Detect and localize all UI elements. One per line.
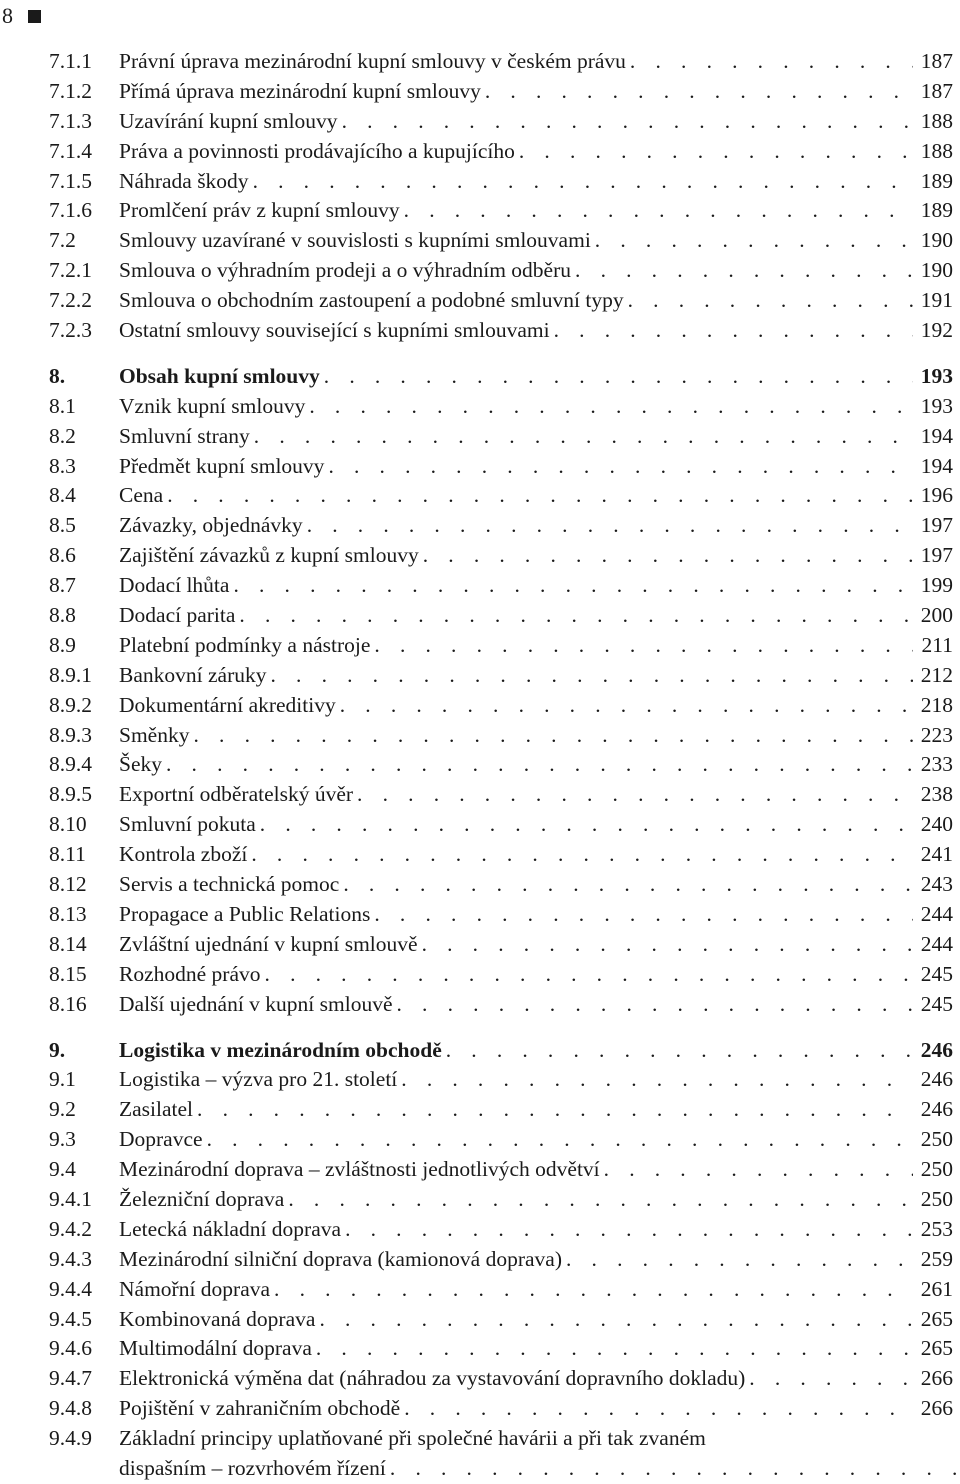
toc-entry-page: 197 [920,543,953,568]
toc-entry [49,1185,953,1215]
toc-entry [49,750,953,780]
toc-entry-number: 8.14 [49,931,87,956]
toc-entry-page: 265 [920,1306,953,1331]
dot-leader [309,392,913,422]
toc-entry-number: 8.12 [49,872,87,897]
toc-entry-title: Dodací parita [119,603,236,628]
toc-entry-title: Platební podmínky a nástroje [119,632,371,657]
toc-entry [49,137,953,167]
toc-entry [49,196,953,226]
toc-entry-page: 246 [920,1097,953,1122]
toc-entry-page: 241 [920,842,953,867]
toc-entry [49,1036,953,1066]
dot-leader [390,1454,960,1484]
page-number: 8 [2,3,13,28]
dot-leader [628,286,913,316]
toc-entry-page: 245 [920,961,953,986]
dot-leader [374,631,913,661]
dot-leader [166,750,913,780]
toc-entry-title: Logistika v mezinárodním obchodě [119,1037,442,1062]
toc-entry-page: 199 [920,573,953,598]
toc-entry-page: 245 [920,991,953,1016]
toc-entry [49,541,953,571]
toc-entry [49,481,953,511]
dot-leader [167,481,913,511]
toc-entry-title: Kontrola zboží [119,842,248,867]
toc-entry-number: 8.2 [49,423,76,448]
toc-entry [49,691,953,721]
toc-entry-number: 9.4.2 [49,1216,92,1241]
toc-entry [49,362,953,392]
toc-entry-number: 9.4.8 [49,1396,92,1421]
toc-entry-page: 265 [920,1336,953,1361]
toc-entry-number: 8.9.4 [49,752,92,777]
toc-entry-number: 9.2 [49,1097,76,1122]
toc-entry-page: 253 [920,1216,953,1241]
toc-entry-page: 244 [920,931,953,956]
toc-entry-number: 8.9.1 [49,662,92,687]
toc-entry [49,1305,953,1335]
dot-leader [397,990,914,1020]
toc-entry-number: 8.4 [49,483,76,508]
toc-entry-page: 240 [920,812,953,837]
toc-entry-page: 238 [920,782,953,807]
toc-entry-number: 7.1.4 [49,138,92,163]
toc-entry-page: 190 [920,258,953,283]
toc-entry-page: 187 [920,78,953,103]
toc-entry-number: 7.1.6 [49,198,92,223]
dot-leader [446,1036,913,1066]
toc-entry-page: 212 [920,662,953,687]
dot-leader [566,1245,913,1275]
toc-entry [49,990,953,1020]
dot-leader [554,316,913,346]
toc-entry-page: 191 [920,288,953,313]
toc-entry-number: 9.4.3 [49,1246,92,1271]
dot-leader [274,1275,913,1305]
toc-entry-page: 187 [920,49,953,73]
toc-entry-number: 7.1.2 [49,78,92,103]
toc-entry-title: Smluvní strany [119,423,250,448]
toc-entry-page: 188 [920,138,953,163]
toc-entry-number: 9.1 [49,1067,76,1092]
toc-entry-number: 8. [49,363,66,388]
toc-entry-number: 8.9.3 [49,722,92,747]
toc-entry-title: Obsah kupní smlouvy [119,363,320,388]
toc-entry [49,810,953,840]
dot-leader [485,77,913,107]
dot-leader [345,1215,913,1245]
toc-entry-number: 9.4 [49,1157,76,1182]
toc-entry-title: Cena [119,483,164,508]
dot-leader [401,1065,913,1095]
toc-entry-page: 194 [920,423,953,448]
toc-entry-number: 7.2.3 [49,318,92,343]
toc-entry-page: 246 [920,1037,953,1062]
toc-entry-title: Smlouva o výhradním prodeji a o výhradním odběru [119,258,572,283]
toc-entry [49,1424,953,1484]
toc-entry [49,422,953,452]
dot-leader [270,661,913,691]
toc-entry-title: Logistika – výzva pro 21. století [119,1067,398,1092]
toc-entry-page: 259 [920,1246,953,1271]
toc-entry [49,780,953,810]
toc-entry-title: Náhrada škody [119,168,249,193]
toc-entry [49,47,953,77]
toc-entry [49,840,953,870]
toc-entry-number: 8.15 [49,961,87,986]
toc-entry [49,1364,953,1394]
toc-entry-title: Multimodální doprava [119,1336,312,1361]
toc-entry-title: Elektronická výměna dat (náhradou za vystavování dopravního dokladu) [119,1366,746,1391]
toc-entry-number: 8.3 [49,453,76,478]
toc-entry-title: Námořní doprava [119,1276,271,1301]
toc-entry-number: 7.2.1 [49,258,92,283]
dot-leader [575,256,913,286]
toc-entry-page: 266 [920,1396,953,1421]
toc-entry-number: 9. [49,1037,66,1062]
toc-entry-title: Promlčení práv z kupní smlouvy [119,198,400,223]
toc-entry-page: 250 [920,1157,953,1182]
toc-entry-number: 9.4.7 [49,1366,92,1391]
toc-entry-title: Dokumentární akreditivy [119,692,336,717]
toc-entry-title: Přímá úprava mezinárodní kupní smlouvy [119,78,481,103]
dot-leader [253,167,913,197]
dot-leader [260,810,913,840]
toc-entry-page: 190 [920,228,953,253]
toc-entry-title: Právní úprava mezinárodní kupní smlouvy v českém právu [119,49,626,73]
dot-leader [422,930,913,960]
toc-entry [49,286,953,316]
toc-entry-page: 197 [920,513,953,538]
toc-entry-page: 188 [920,108,953,133]
toc-entry-title: Předmět kupní smlouvy [119,453,325,478]
toc-entry-number: 9.3 [49,1127,76,1152]
toc-entry-page: 194 [920,453,953,478]
toc-entry [49,316,953,346]
page-header [0,4,41,28]
dot-leader [342,107,913,137]
dot-leader [519,137,913,167]
toc-entry [49,1275,953,1305]
dot-leader [307,511,913,541]
dot-leader [239,601,913,631]
dot-leader [423,541,913,571]
toc-entry [49,1334,953,1364]
toc-entry-number: 7.2.2 [49,288,92,313]
toc-entry-number: 7.1.5 [49,168,92,193]
dot-leader [265,960,913,990]
toc-entry-title-block [119,1424,960,1484]
toc-entry-title: Dodací lhůta [119,573,230,598]
dot-leader [319,1305,913,1335]
toc-entry-page: 189 [920,198,953,223]
toc-entry-title: Smluvní pokuta [119,812,256,837]
toc-entry-page: 189 [920,168,953,193]
toc-entry-page: 211 [921,632,953,657]
toc-entry [49,661,953,691]
toc-entry-title: Propagace a Public Relations [119,901,371,926]
toc-entry-page: 250 [920,1127,953,1152]
toc-entry [49,631,953,661]
toc-entry-title: Rozhodné právo [119,961,261,986]
dot-leader [404,196,913,226]
toc-entry [49,77,953,107]
toc-entry-title: Smlouvy uzavírané v souvislosti s kupními smlouvami [119,228,591,253]
toc-entry [49,1065,953,1095]
toc-entry-title: Závazky, objednávky [119,513,303,538]
dot-leader [595,226,913,256]
dot-leader [316,1334,913,1364]
toc-entry [49,900,953,930]
toc-entry [49,930,953,960]
toc-entry-title: Dopravce [119,1127,203,1152]
toc-entry [49,256,953,286]
toc-entry [49,167,953,197]
toc-entry-title: Mezinárodní silniční doprava (kamionová doprava) [119,1246,562,1271]
toc-entry-number: 9.4.4 [49,1276,92,1301]
toc-entry-number: 8.9 [49,632,76,657]
toc-entry-title: Další ujednání v kupní smlouvě [119,991,393,1016]
dot-leader [357,780,913,810]
dot-leader [197,1095,913,1125]
toc-entry [49,571,953,601]
toc-entry-page: 223 [920,722,953,747]
toc-entry-number: 9.4.5 [49,1306,92,1331]
toc-entry-number: 8.13 [49,901,87,926]
toc-entry-number: 8.5 [49,513,76,538]
toc-entry [49,601,953,631]
toc-entry [49,1215,953,1245]
toc-entry [49,1125,953,1155]
toc-entry-title: Bankovní záruky [119,662,267,687]
dot-leader [324,362,913,392]
toc-entry-number: 7.2 [49,228,76,253]
toc-entry-title: Základní principy uplatňované při společné havárii a při tak zvaném [119,1426,706,1451]
toc-entry-title: Kombinovaná doprava [119,1306,316,1331]
toc-entry-number: 8.8 [49,603,76,628]
toc-entry-title: Exportní odběratelský úvěr [119,782,354,807]
toc-entry [49,870,953,900]
table-of-contents [49,47,953,1484]
toc-entry [49,1095,953,1125]
toc-entry-title: Ostatní smlouvy související s kupními smlouvami [119,318,550,343]
toc-entry-title: Smlouva o obchodním zastoupení a podobné smluvní typy [119,288,624,313]
toc-entry-title: Mezinárodní doprava – zvláštnosti jednotlivých odvětví [119,1157,600,1182]
toc-entry-number: 8.9.5 [49,782,92,807]
toc-entry-page: 192 [920,318,953,343]
toc-entry-title: Zvláštní ujednání v kupní smlouvě [119,931,418,956]
toc-entry-number: 9.4.9 [49,1426,92,1451]
toc-entry-title: Letecká nákladní doprava [119,1216,342,1241]
toc-entry-number: 9.4.1 [49,1186,92,1211]
toc-entry-title: Pojištění v zahraničním obchodě [119,1396,401,1421]
toc-entry-title: Práva a povinnosti prodávajícího a kupujícího [119,138,515,163]
toc-entry-title: Směnky [119,722,190,747]
toc-entry-title: Zajištění závazků z kupní smlouvy [119,543,419,568]
toc-entry-title: Uzavírání kupní smlouvy [119,108,338,133]
toc-entry-page: 193 [920,363,953,388]
toc-entry-page: 243 [920,872,953,897]
toc-entry [49,960,953,990]
toc-entry-number: 7.1.1 [49,49,92,73]
toc-entry-page: 200 [920,603,953,628]
dot-leader [749,1364,913,1394]
toc-entry-title: Servis a technická pomoc [119,872,340,897]
dot-leader [207,1125,913,1155]
toc-entry-page: 196 [920,483,953,508]
toc-entry [49,1245,953,1275]
toc-entry-page: 193 [920,393,953,418]
dot-leader [328,452,913,482]
dot-leader [404,1394,913,1424]
toc-entry-page: 233 [920,752,953,777]
toc-entry [49,452,953,482]
black-square-icon [28,10,41,23]
dot-leader [343,870,913,900]
toc-entry-number: 7.1.3 [49,108,92,133]
toc-entry-number: 8.10 [49,812,87,837]
dot-leader [254,422,913,452]
dot-leader [340,691,913,721]
toc-entry-number: 9.4.6 [49,1336,92,1361]
toc-entry-title: Zasilatel [119,1097,194,1122]
dot-leader [374,900,913,930]
dot-leader [233,571,913,601]
toc-entry-page: 266 [920,1366,953,1391]
dot-leader [604,1155,913,1185]
toc-entry-number: 8.9.2 [49,692,92,717]
toc-entry [49,721,953,751]
toc-entry-page: 250 [920,1186,953,1211]
dot-leader [251,840,913,870]
toc-entry [49,1155,953,1185]
dot-leader [630,47,913,77]
toc-entry-page: 244 [920,901,953,926]
toc-entry-number: 8.11 [49,842,86,867]
toc-entry-number: 8.1 [49,393,76,418]
toc-entry [49,392,953,422]
toc-entry-title: Železniční doprava [119,1186,285,1211]
toc-entry [49,107,953,137]
toc-entry-page: 261 [920,1276,953,1301]
toc-entry [49,226,953,256]
toc-entry-page: 218 [920,692,953,717]
toc-entry [49,511,953,541]
toc-entry-number: 8.7 [49,573,76,598]
toc-entry-page: 246 [920,1067,953,1092]
toc-entry-title: Šeky [119,752,162,777]
toc-entry-title-continued: dispašním – rozvrhovém řízení [119,1455,386,1480]
dot-leader [193,721,913,751]
dot-leader [288,1185,913,1215]
toc-entry-number: 8.16 [49,991,87,1016]
toc-entry-title: Vznik kupní smlouvy [119,393,306,418]
toc-entry [49,1394,953,1424]
toc-entry-number: 8.6 [49,543,76,568]
